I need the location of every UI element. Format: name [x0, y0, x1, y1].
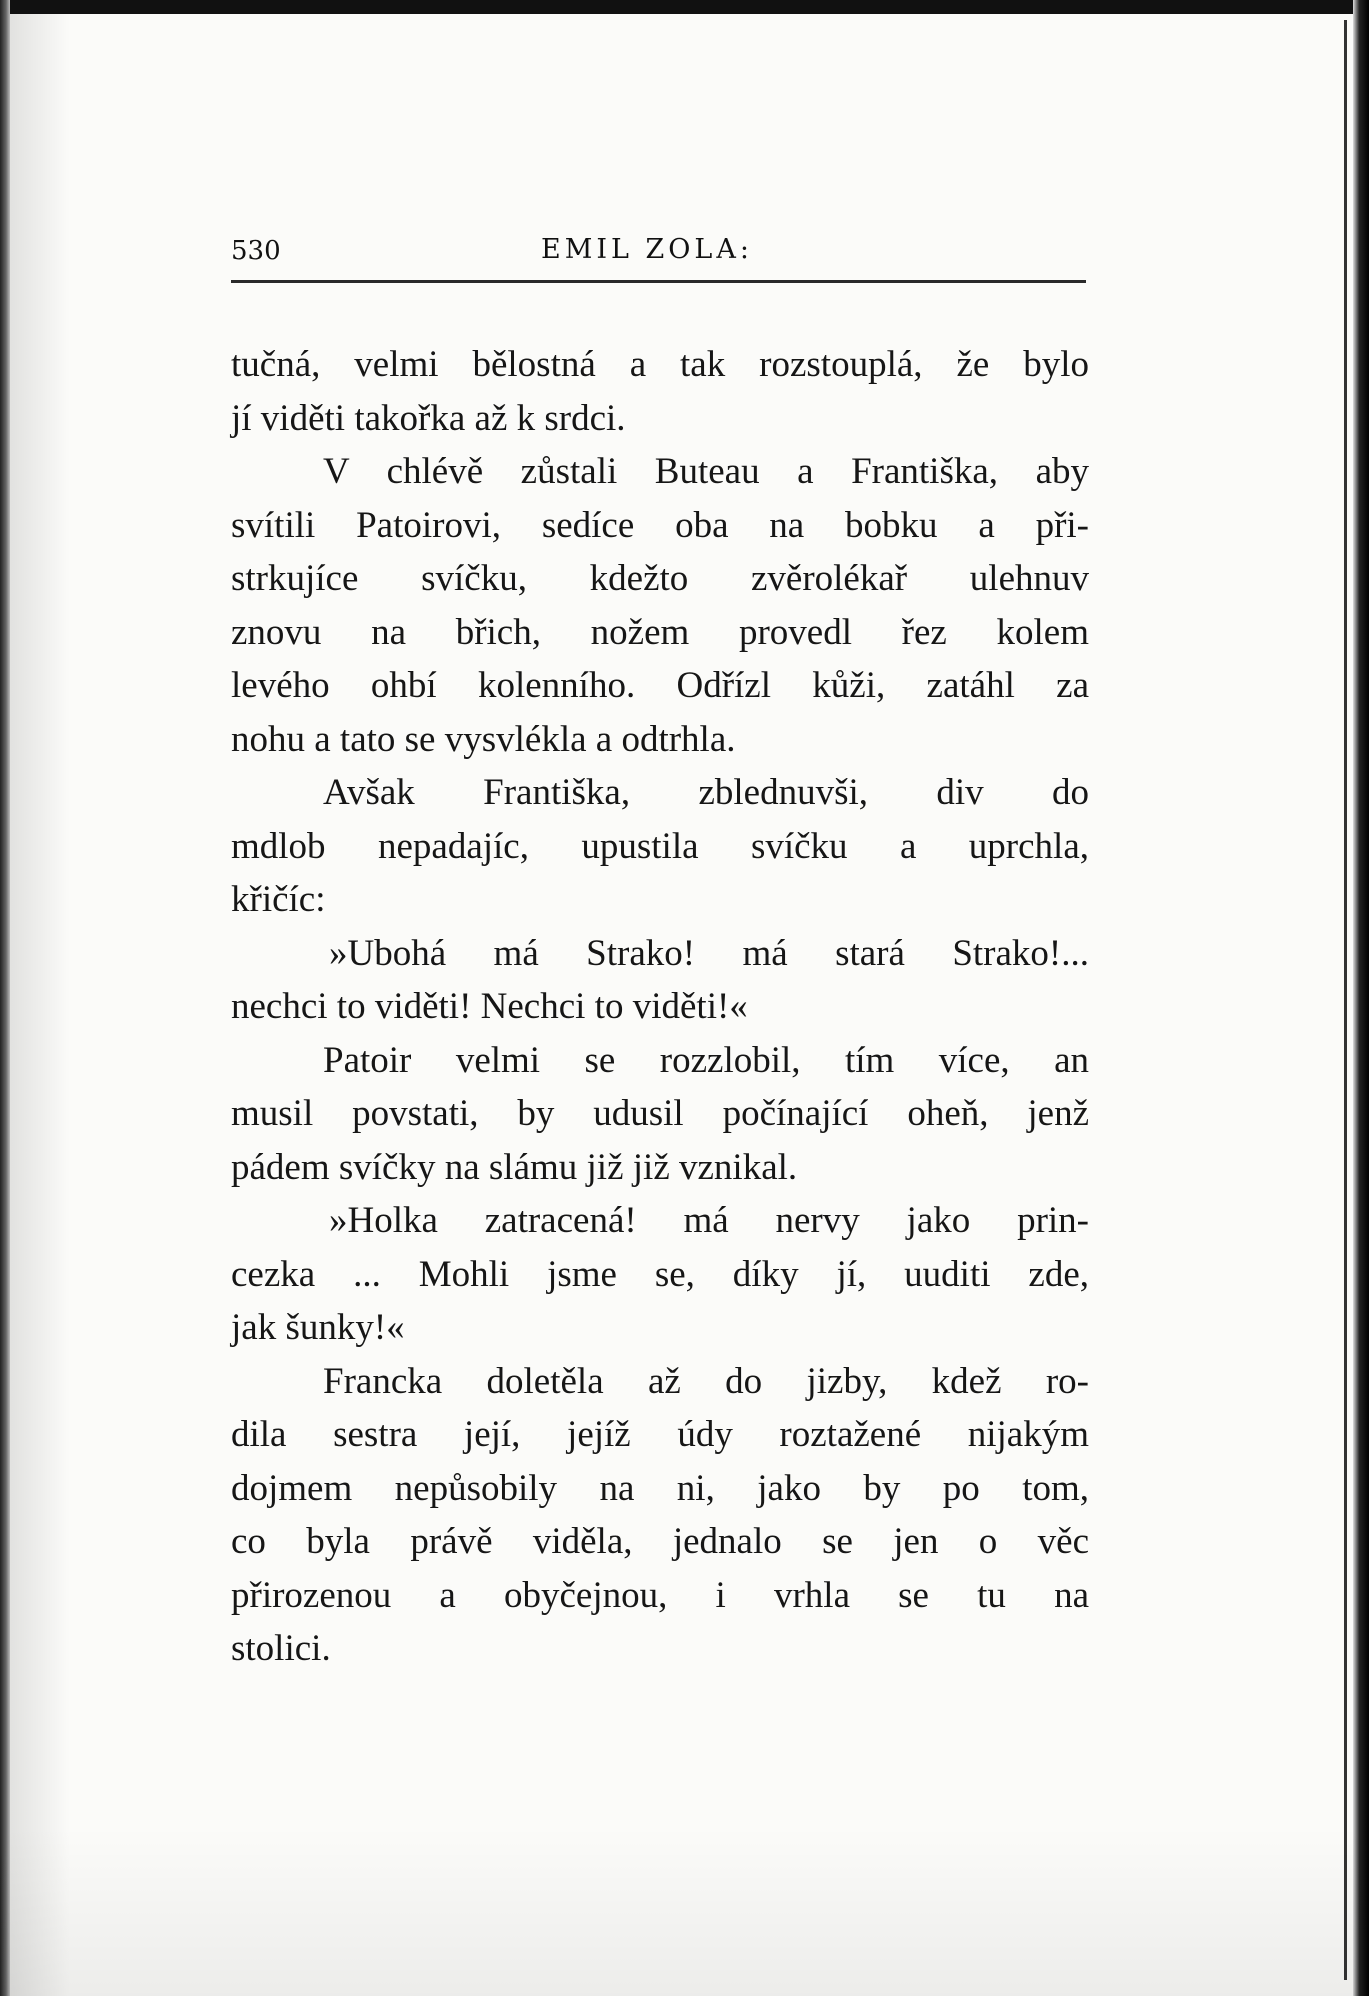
text-line: cezka ... Mohli jsme se, díky jí, uuditi zde,: [231, 1253, 1089, 1295]
text-line: Patoir velmi se rozzlobil, tím více, an: [323, 1039, 1089, 1081]
scan-bottom-shading: [0, 1826, 1369, 1996]
text-line: znovu na břich, nožem provedl řez kolem: [231, 611, 1089, 653]
text-line: tučná, velmi bělostná a tak rozstouplá, že bylo: [231, 344, 1089, 385]
scan-left-edge: [0, 0, 10, 1996]
text-line: přirozenou a obyčejnou, i vrhla se tu na: [231, 1574, 1089, 1616]
running-head: EMIL ZOLA:: [541, 234, 753, 265]
text-line: svítili Patoirovi, sedíce oba na bobku a při-: [231, 504, 1089, 546]
scan-top-edge: [0, 0, 1369, 14]
text-line: strkujíce svíčku, kdežto zvěrolékař ulehnuv: [231, 558, 1089, 599]
header-rule: [231, 280, 1086, 283]
text-line: dojmem nepůsobily na ni, jako by po tom,: [231, 1467, 1089, 1509]
text-line: mdlob nepadajíc, upustila svíčku a uprchla,: [231, 825, 1089, 867]
body-text: [231, 338, 1089, 1676]
text-line: dila sestra její, jejíž údy roztažené nijakým: [231, 1414, 1089, 1455]
text-line: Avšak Františka, zblednuvši, div do: [323, 772, 1089, 813]
text-line: nohu a tato se vysvlékla a odtrhla.: [231, 718, 736, 760]
scan-right-line: [1344, 20, 1347, 1980]
text-line: stolici.: [231, 1628, 331, 1669]
text-line: pádem svíčky na slámu již již vznikal.: [231, 1146, 798, 1188]
text-line: křičíc:: [231, 879, 326, 920]
text-line: »Holka zatracená! má nervy jako prin-: [329, 1200, 1089, 1241]
text-line: Francka doletěla až do jizby, kdež ro-: [323, 1360, 1089, 1402]
text-line: levého ohbí kolenního. Odřízl kůži, zatáhl za: [231, 665, 1089, 706]
text-line: »Ubohá má Strako! má stará Strako!...: [329, 932, 1089, 974]
scan-right-edge: [1353, 0, 1369, 1996]
page-header: [231, 228, 1086, 272]
text-line: musil povstati, by udusil počínající oheň, jenž: [231, 1093, 1089, 1134]
page-number: 530: [231, 236, 281, 266]
scan-left-shadow: [10, 14, 70, 1996]
text-line: V chlévě zůstali Buteau a Františka, aby: [323, 451, 1089, 492]
text-line: nechci to viděti! Nechci to viděti!«: [231, 986, 748, 1027]
text-line: co byla právě viděla, jednalo se jen o věc: [231, 1521, 1089, 1562]
text-line: jí viděti takořka až k srdci.: [231, 397, 626, 439]
text-line: jak šunky!«: [231, 1307, 405, 1348]
